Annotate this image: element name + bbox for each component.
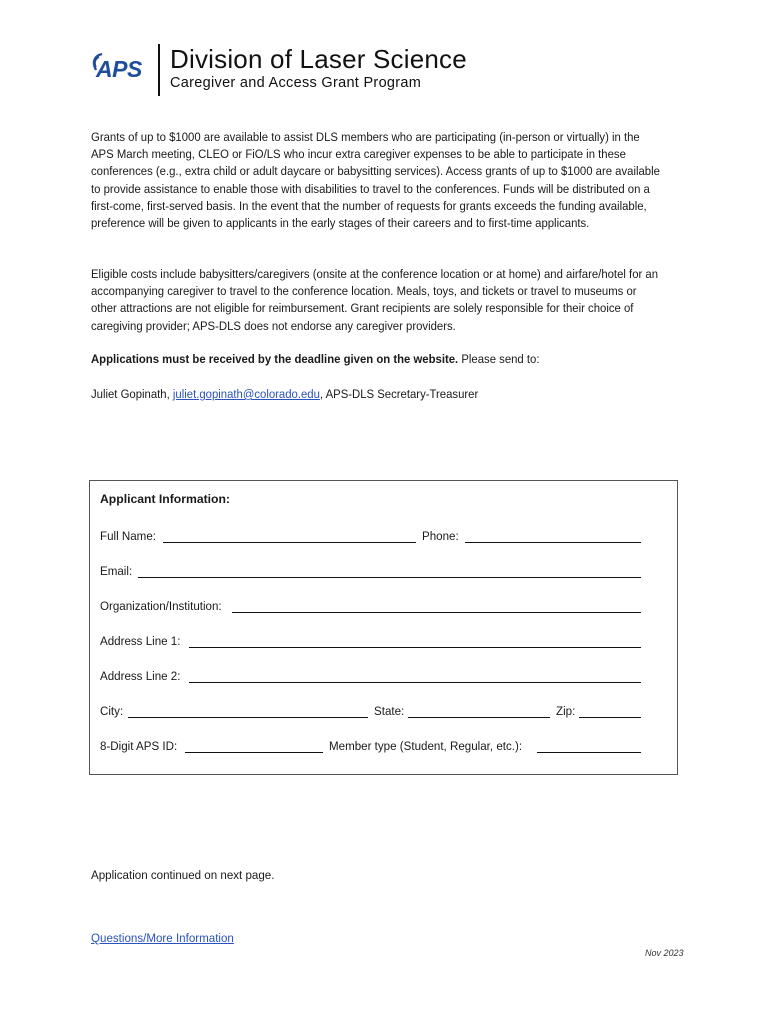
email-field[interactable] xyxy=(138,565,641,578)
zip-field[interactable] xyxy=(579,705,641,718)
logo-text: APS xyxy=(96,56,142,82)
member-type-label: Member type (Student, Regular, etc.): xyxy=(329,739,523,753)
address-line-2-label: Address Line 2: xyxy=(100,669,181,683)
row-organization xyxy=(100,597,641,613)
row-address-1 xyxy=(100,632,641,648)
contact-role: , APS-DLS Secretary-Treasurer xyxy=(319,387,479,401)
full-name-label: Full Name: xyxy=(100,529,156,543)
row-city-state-zip xyxy=(100,702,641,718)
address-line-2-field[interactable] xyxy=(189,670,641,683)
questions-link[interactable]: Questions/More Information xyxy=(91,931,234,945)
address-line-1-field[interactable] xyxy=(189,635,641,648)
aps-logo xyxy=(90,52,148,86)
zip-label: Zip: xyxy=(556,704,576,718)
document-subtitle: Caregiver and Access Grant Program xyxy=(170,75,422,91)
member-type-field[interactable] xyxy=(537,740,642,753)
document-date: Nov 2023 xyxy=(645,948,684,958)
state-label: State: xyxy=(374,704,405,718)
deadline-rest-text: Please send to: xyxy=(458,352,540,366)
document-header xyxy=(90,44,467,96)
state-field[interactable] xyxy=(408,705,550,718)
intro-paragraph-grants: Grants of up to $1000 are available to assist DLS members who are participating (in-person or virtually) in the APS March meeting, CLEO or FiO/LS who incur extra caregiver expenses to be able to participate in these conferences (e.g., extra child or adult daycare or babysitting services). Access grants of up to $1000 are available to provide assistance to enable those with disabilities to travel to the conferences. Funds will be distributed on a first-come, first-served basis. In the event that the number of requests for grants exceeds the funding available, preference will be given to applicants in the early stages of their careers and to first-time applicants. xyxy=(91,130,660,231)
intro-paragraph-eligible-costs: Eligible costs include babysitters/caregivers (onsite at the conference location or at home) and airfare/hotel for an accompanying caregiver to travel to the conference location. Meals, toys, and tickets or travel to museums or other attractions are not eligible for reimbursement. Grant recipients are solely responsible for their choice of caregiving provider; APS-DLS does not endorse any caregiver providers. xyxy=(91,267,659,333)
applicant-information-form xyxy=(89,480,678,775)
row-aps-id-member-type xyxy=(100,737,641,753)
header-divider xyxy=(158,44,160,96)
aps-id-field[interactable] xyxy=(185,740,323,753)
contact-email-link[interactable]: juliet.gopinath@colorado.edu xyxy=(172,387,320,401)
organization-field[interactable] xyxy=(232,600,641,613)
contact-paragraph xyxy=(91,386,660,403)
deadline-paragraph xyxy=(91,351,660,368)
city-field[interactable] xyxy=(128,705,368,718)
deadline-bold-text: Applications must be received by the deadline given on the website. xyxy=(91,352,459,366)
address-line-1-label: Address Line 1: xyxy=(100,634,181,648)
document-title: Division of Laser Science xyxy=(170,44,467,74)
aps-id-label: 8-Digit APS ID: xyxy=(100,739,178,753)
continued-note: Application continued on next page. xyxy=(91,868,275,882)
city-label: City: xyxy=(100,704,124,718)
organization-label: Organization/Institution: xyxy=(100,599,222,613)
phone-label: Phone: xyxy=(421,529,459,543)
phone-field[interactable] xyxy=(465,530,641,543)
form-heading: Applicant Information: xyxy=(100,492,230,506)
row-address-2 xyxy=(100,667,641,683)
header-titles xyxy=(170,44,467,92)
email-label: Email: xyxy=(100,564,133,578)
row-name-phone xyxy=(100,527,641,543)
full-name-field[interactable] xyxy=(163,530,416,543)
row-email xyxy=(100,562,641,578)
contact-name: Juliet Gopinath, xyxy=(91,387,173,401)
